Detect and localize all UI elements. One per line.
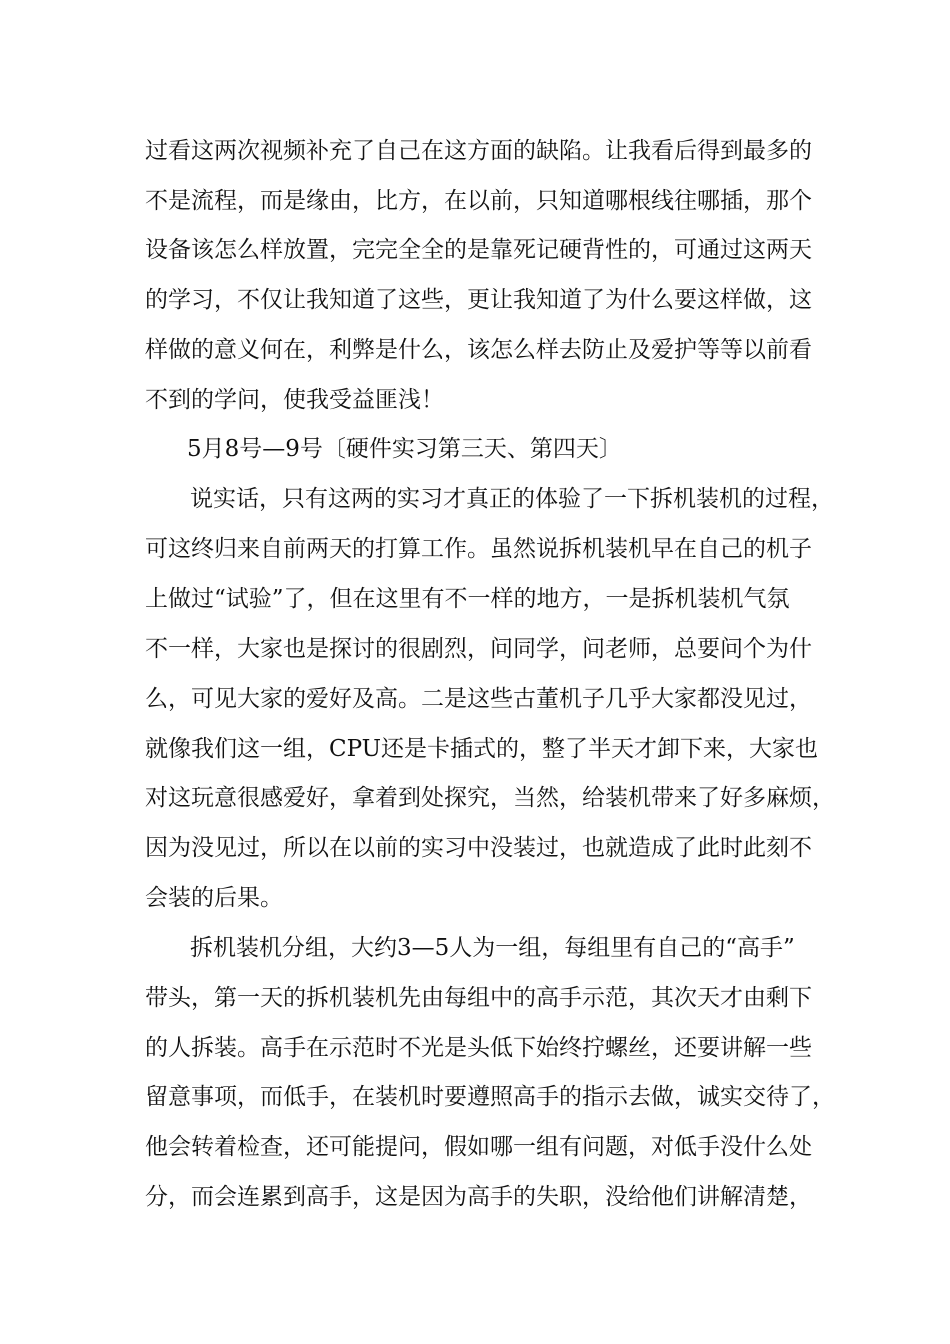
text-line-19: 的人拆装。高手在示范时不光是头低下始终拧螺丝，还要讲解一些 (145, 1035, 812, 1061)
text-line-2: 不是流程，而是缘由，比方，在以前，只知道哪根线往哪插，那个 (145, 188, 812, 214)
text-line-15: 因为没见过，所以在以前的实习中没装过，也就造成了此时此刻不 (145, 835, 812, 861)
text-line-14: 对这玩意很感爱好，拿着到处探究，当然，给装机带来了好多麻烦， (145, 785, 835, 811)
text-line-12: 么，可见大家的爱好及高。二是这些古董机子几乎大家都没见过， (145, 686, 812, 712)
text-line-1: 过看这两次视频补充了自己在这方面的缺陷。让我看后得到最多的 (145, 138, 812, 164)
text-line-5: 样做的意义何在，利弊是什么，该怎么样去防止及爱护等等以前看 (145, 337, 812, 363)
text-line-20: 留意事项，而低手，在装机时要遵照高手的指示去做，诚实交待了， (145, 1084, 835, 1110)
text-line-22: 分，而会连累到高手，这是因为高手的失职，没给他们讲解清楚， (145, 1184, 812, 1210)
text-line-8: 说实话，只有这两的实习才真正的体验了一下拆机装机的过程， (190, 486, 834, 512)
text-line-21: 他会转着检查，还可能提问，假如哪一组有问题，对低手没什么处 (145, 1134, 812, 1160)
text-line-10: 上做过“试验”了，但在这里有不一样的地方，一是拆机装机气氛 (145, 586, 790, 612)
text-line-16: 会装的后果。 (145, 885, 283, 911)
text-line-4: 的学习，不仅让我知道了这些，更让我知道了为什么要这样做，这 (145, 287, 812, 313)
text-line-17: 拆机装机分组，大约3—5人为一组，每组里有自己的“高手” (190, 935, 795, 961)
text-line-6: 不到的学问，使我受益匪浅！ (145, 387, 444, 413)
text-line-13: 就像我们这一组，CPU还是卡插式的，整了半天才卸下来，大家也 (145, 736, 819, 762)
text-line-9: 可这终归来自前两天的打算工作。虽然说拆机装机早在自己的机子 (145, 536, 812, 562)
text-line-11: 不一样，大家也是探讨的很剧烈，问同学，问老师，总要问个为什 (145, 636, 812, 662)
text-line-18: 带头，第一天的拆机装机先由每组中的高手示范，其次天才由剩下 (145, 985, 812, 1011)
section-heading-date: 5月8号—9号〔硬件实习第三天、第四天〕 (187, 436, 622, 462)
text-line-3: 设备该怎么样放置，完完全全的是靠死记硬背性的，可通过这两天 (145, 237, 812, 263)
